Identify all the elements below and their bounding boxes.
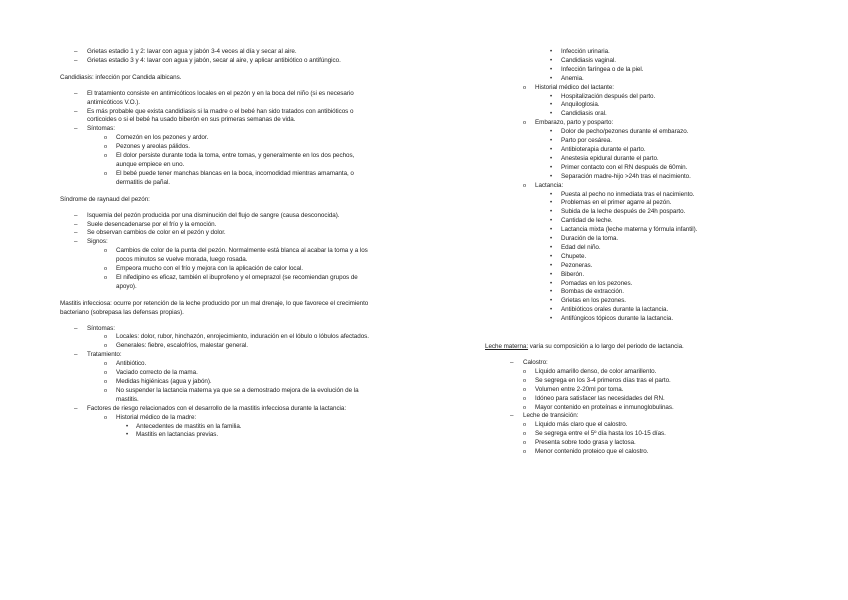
list-item: • Antecedentes de mastitis en la familia. xyxy=(126,422,242,430)
list-item: • Candidiasis oral. xyxy=(550,110,607,118)
list-item: – Síntomas: xyxy=(74,324,115,332)
leche-materna-list xyxy=(485,359,785,457)
list-item: • Cantidad de leche. xyxy=(550,217,613,225)
list-item: o Vaciado correcto de la mama. xyxy=(104,369,198,377)
list-item: o Medidas higiénicas (agua y jabón). xyxy=(104,378,212,385)
list-item: o Líquido amarillo denso, de color amarillento. xyxy=(523,367,657,375)
list-item: o Cambios de color de la punta del pezón. Normalmente está blanca al acabar la toma y a los pocos minutos se vuelve morada, luego rosada. xyxy=(104,247,368,264)
list-item: • Lactancia mixta (leche materna y fórmula infantil). xyxy=(550,226,698,234)
list-item: o Volumen entre 2-20ml por toma. xyxy=(523,385,624,393)
raynaud-heading: Síndrome de raynaud del pezón: xyxy=(60,195,150,203)
list-item: – Se observan cambios de color en el pezón y dolor. xyxy=(74,229,226,237)
list-item: • Hospitalización después del parto. xyxy=(550,92,656,100)
list-item: • Infección urinaria. xyxy=(550,48,610,55)
list-item: • Pezoneras. xyxy=(550,261,593,269)
list-item: o Generales: fiebre, escalofríos, malestar general. xyxy=(104,342,248,350)
grietas-list xyxy=(60,48,370,66)
list-item: • Dolor de pecho/pezones durante el embarazo. xyxy=(550,128,689,136)
list-item: o Se segrega entre el 5º día hasta los 10-15 días. xyxy=(523,430,666,438)
list-item: o Presenta sobre todo grasa y lactosa. xyxy=(523,439,636,447)
list-item: • Chupete. xyxy=(550,252,587,260)
list-item: o Comezón en los pezones y ardor. xyxy=(104,134,209,142)
list-item: • Anestesia epidural durante el parto. xyxy=(550,154,659,162)
list-item: • Mastitis en lactancias previas. xyxy=(126,431,219,439)
list-item: o Empeora mucho con el frío y mejora con la aplicación de calor local. xyxy=(104,265,304,273)
list-item: – Calostro: xyxy=(510,359,548,366)
list-item: o El dolor persiste durante toda la toma, entre tomas, y generalmente en los dos pechos, aunque empiece en uno. xyxy=(104,152,355,168)
list-item: – Suele desencadenarse por el frío y la emoción. xyxy=(74,220,217,228)
list-item: – Signos: xyxy=(74,238,108,246)
right-column xyxy=(485,48,785,457)
list-item: • Biberón. xyxy=(550,270,585,278)
list-item: • Primer contacto con el RN después de 60min. xyxy=(550,163,688,171)
list-item: o Antibiótico. xyxy=(104,360,147,368)
madre-continued-list xyxy=(485,48,785,324)
mastitis-heading: Mastitis infecciosa: ocurre por retención de la leche producido por un mal drenaje, lo que favorece el crecimiento bacteriano (sobrepasa las defensas propias). xyxy=(60,299,369,316)
list-item: • Anquiloglosia. xyxy=(550,101,600,109)
list-item: • Puesta al pecho no inmediata tras el nacimiento. xyxy=(550,190,695,198)
list-item: • Subida de la leche después de 24h posparto. xyxy=(550,208,686,216)
list-item: • Problemas en el primer agarre al pezón. xyxy=(550,199,672,207)
list-item: – Grietas estadio 3 y 4: lavar con agua y jabón, secar al aire, y aplicar antibiótico o antifúngico. xyxy=(74,56,341,64)
list-item: o Embarazo, parto y posparto: xyxy=(523,119,614,127)
list-item: – Grietas estadio 1 y 2: lavar con agua y jabón 3-4 veces al día y secar al aire. xyxy=(74,48,297,55)
list-item: – Es más probable que exista candidiasis si la madre o el bebé han sido tratados con antibióticos o corticoides o si el bebé ha usado biberón en sus primeras semanas de vida. xyxy=(74,107,354,124)
mastitis-list xyxy=(60,325,370,441)
list-item: o Lactancia: xyxy=(523,181,564,189)
list-item: • Separación madre-hijo >24h tras el nacimiento. xyxy=(550,172,691,180)
list-item: – Síntomas: xyxy=(74,125,115,133)
list-item: • Candidiasis vaginal. xyxy=(550,56,617,64)
list-item: • Anemia. xyxy=(550,74,584,82)
list-item: – Factores de riesgo relacionados con el desarrollo de la mastitis infecciosa durante la lactancia: xyxy=(74,404,347,412)
list-item: – Isquemia del pezón producida por una disminución del flujo de sangre (causa desconocida). xyxy=(74,211,340,219)
list-item: o Historial médico de la madre: xyxy=(104,413,197,421)
raynaud-list xyxy=(60,212,370,292)
list-item: • Parto por cesárea. xyxy=(550,137,612,145)
list-item: o Idóneo para satisfacer las necesidades del RN. xyxy=(523,394,665,402)
list-item: • Pomadas en los pezones. xyxy=(550,279,633,287)
list-item: • Edad del niño. xyxy=(550,243,601,251)
list-item: o Líquido más claro que el calostro. xyxy=(523,421,628,429)
list-item: – Leche de transición: xyxy=(510,412,579,420)
list-item: o Locales: dolor, rubor, hinchazón, enrojecimiento, induración en el lóbulo o lóbulos afectados. xyxy=(104,333,369,341)
list-item: o Pezones y areolas pálidos. xyxy=(104,143,190,151)
list-item: – Tratamiento: xyxy=(74,351,122,359)
list-item: o El bebé puede tener manchas blancas en la boca, incomodidad mientras amamanta, o dermatitis de pañal. xyxy=(104,169,354,186)
list-item: o El nifedipino es eficaz, también el ibuprofeno y el omeprazol (se recomiendan grupos de apoyo). xyxy=(104,273,358,290)
list-item: • Bombas de extracción. xyxy=(550,288,625,296)
candidiasis-list xyxy=(60,90,370,188)
list-item: o Mayor contenido en proteínas e inmunoglobulinas. xyxy=(523,403,674,411)
list-item: • Grietas en los pezones. xyxy=(550,297,627,305)
leche-materna-heading: Leche materna: varía su composición a lo largo del periodo de lactancia. xyxy=(485,343,684,351)
list-item: o Se segrega en los 3-4 primeros días tras el parto. xyxy=(523,376,671,384)
list-item: o Historial médico del lactante: xyxy=(523,83,614,91)
list-item: • Duración de la toma. xyxy=(550,235,619,243)
list-item: • Antibioterapia durante el parto. xyxy=(550,145,646,153)
list-item: o No suspender la lactancia materna ya que se a demostrado mejora de la evolución de la mastitis. xyxy=(104,386,359,403)
candidiasis-heading: Candidiasis: infección por Candida albicans. xyxy=(60,73,182,81)
leche-materna-label: Leche materna: xyxy=(485,343,529,351)
list-item: • Antibióticos orales durante la lactancia. xyxy=(550,306,669,314)
list-item: • Infección faríngea o de la piel. xyxy=(550,65,644,73)
list-item: – El tratamiento consiste en antimicóticos locales en el pezón y en la boca del niño (si es necesario antimicóticos V.O.). xyxy=(74,89,354,106)
list-item: o Menor contenido proteico que el calostro. xyxy=(523,448,649,456)
list-item: • Antifúngicos tópicos durante la lactancia. xyxy=(550,315,674,323)
left-column xyxy=(60,48,370,440)
